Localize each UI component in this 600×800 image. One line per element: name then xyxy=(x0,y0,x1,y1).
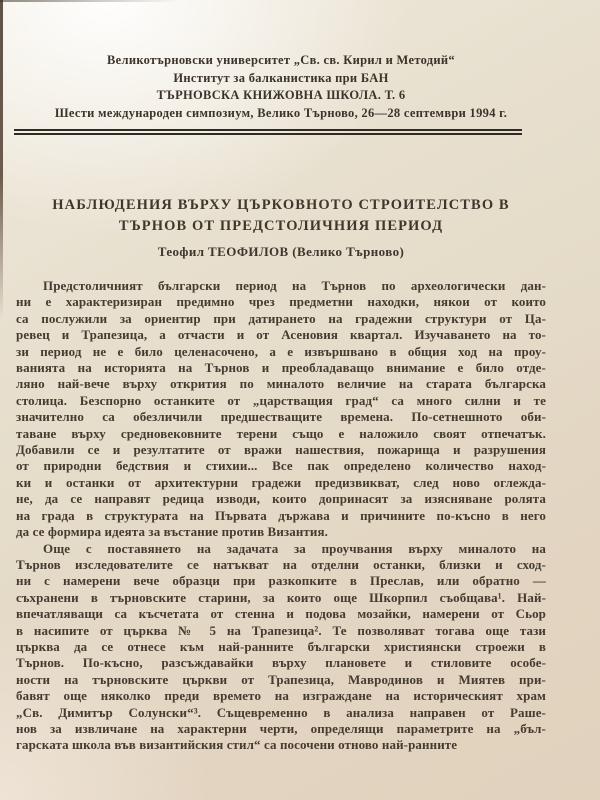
article-title-line: ТЪРНОВ ОТ ПРЕДСТОЛИЧНИЯ ПЕРИОД xyxy=(118,218,444,234)
text-line: Търнов. По-късно, разсъждавайки върху плановете и стиловите особе- xyxy=(16,655,546,671)
text-line: „Св. Димитър Солунски“³. Същевременно в анализа направен от Раше- xyxy=(16,704,546,720)
publication-header-line: Шести международен симпозиум, Велико Търново, 26—28 септември 1994 г. xyxy=(54,105,508,120)
publication-header xyxy=(16,52,546,122)
article-title-line: НАБЛЮДЕНИЯ ВЪРХУ ЦЪРКОВНОТО СТРОИТЕЛСТВО В xyxy=(52,197,510,213)
text-line: бавят още няколко преди времето на изграждане на историческият храм xyxy=(16,688,546,704)
publication-header-line: Великотърновски университет „Св. св. Кирил и Методий“ xyxy=(107,53,455,67)
text-line: ревец и Трапезица, а отчасти и от Асеновия квартал. Изучаването на то- xyxy=(16,327,546,343)
text-line: съхранени в търновските старини, за които още Шкорпил съобщава¹. Най- xyxy=(16,589,546,605)
text-line: на града в структурата на Първата държава и причините по-късно в него xyxy=(16,507,546,523)
text-line: от природни бедствия и стихии... Все пак определено количество наход- xyxy=(16,458,546,474)
text-line: Добавили се и резултатите от вражи нашествия, пожарища и разрушения xyxy=(16,442,546,458)
text-line: ляно най-вече върху открития по миналото величие на старата българска xyxy=(16,376,546,392)
text-line: Още с поставянето на задачата за проучвания върху миналото на xyxy=(43,540,546,556)
paragraph-2 xyxy=(16,541,546,754)
text-line: нов за извличане на характерни черти, определящи параметрите на „бъл- xyxy=(16,720,546,736)
text-line: ки и останки от архитектурни градежи предизвикват, след ново оглежда- xyxy=(16,474,546,490)
text-line: Предстоличният български период на Търнов по археологически дан- xyxy=(43,278,546,293)
text-line: са послужили за ориентир при датирането на градежни структури от Ца- xyxy=(16,310,546,326)
publication-header-line: ТЪРНОВСКА КНИЖОВНА ШКОЛА. Т. 6 xyxy=(156,88,406,102)
text-line: зи период не е било целенасочено, а е извършвано в общия ход на проу- xyxy=(16,343,546,359)
text-line: ни е характеризиран предимно чрез предметни находки, някои от които xyxy=(16,294,546,310)
text-line: столица. Безспорно останките от „царстващия град“ са много силни и те xyxy=(16,392,546,408)
text-line: не, да се направят редица изводи, които допринасят за изясняване ролята xyxy=(16,491,546,507)
author-line: Теофил ТЕОФИЛОВ (Велико Търново) xyxy=(157,244,405,259)
text-line: да се формира идеята за въстание против Византия. xyxy=(16,524,328,540)
article-title xyxy=(16,195,546,237)
text-line: впечатляващи са късчетата от стенна и подова мозайки, намерени от Сьор xyxy=(16,606,546,622)
publication-header-line: Институт за балканистика при БАН xyxy=(173,70,389,85)
text-line: ности на търновските църкви от Трапезица, Мавродинов и Миятев при- xyxy=(16,671,546,687)
header-divider-rule xyxy=(14,129,522,135)
text-line: църква да се отнесе към най-ранните български християнски строежи в xyxy=(16,638,546,654)
text-line: ни с намерени вече образци при разкопките в Преслав, или обратно — xyxy=(16,573,546,589)
text-line: в насипите от църква № 5 на Трапезица². Те позволяват тогава още тази xyxy=(16,622,546,638)
article-body xyxy=(16,278,546,754)
paragraph-1 xyxy=(16,278,546,541)
text-line: гарската школа във византийския стил“ са посочени отново най-ранните xyxy=(16,737,458,753)
text-line: Търнов изследователите се натъкват на отделни останки, близки и сход- xyxy=(16,556,546,572)
text-line: ванията на историята на Търнов и преобладаващо внимание е било отде- xyxy=(16,360,546,376)
text-line: таване върху средновековните терени също е наложило своят отпечатък. xyxy=(16,425,546,441)
text-line: значително са обезличили предшестващите времена. По-сетнешното оби- xyxy=(16,409,546,425)
